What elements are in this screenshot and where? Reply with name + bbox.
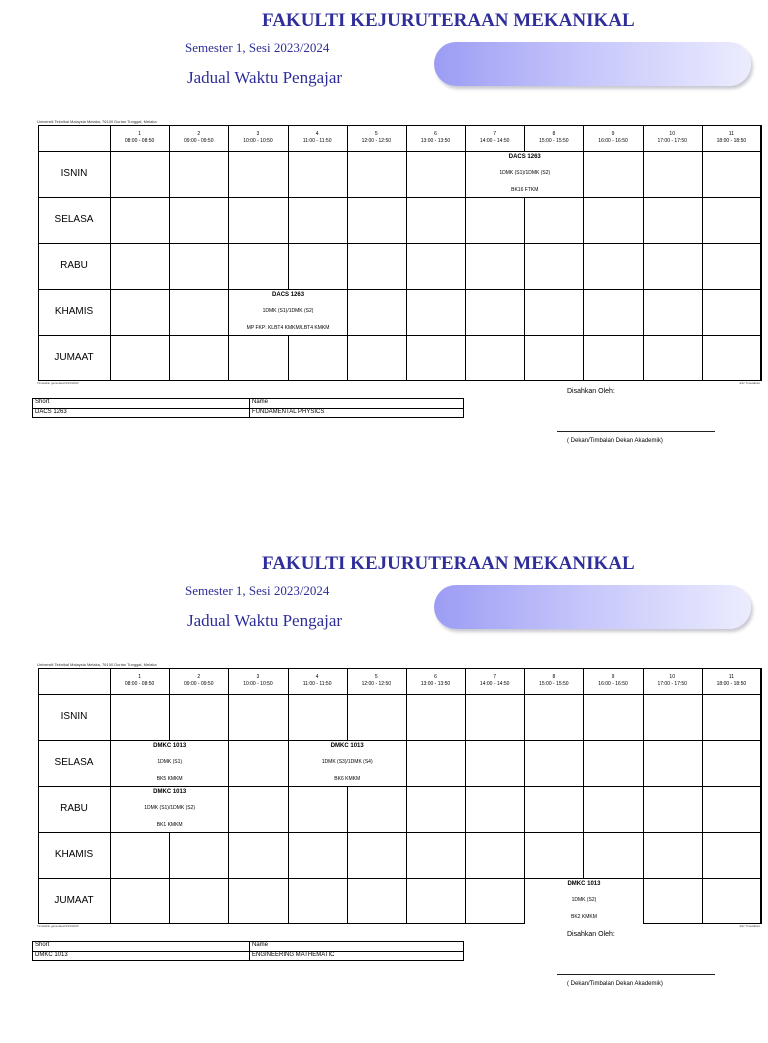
period-header xyxy=(347,125,406,151)
grid-vline xyxy=(761,125,762,381)
period-header xyxy=(110,125,169,151)
period-number: 3 xyxy=(256,131,260,137)
grid-vline xyxy=(288,125,289,381)
period-time: 15:00 - 15:50 xyxy=(539,138,569,144)
generated-note: Timetable generated:9/21/2023 xyxy=(37,381,79,385)
period-time: 18:00 - 18:50 xyxy=(716,681,747,687)
signature-line xyxy=(557,431,715,432)
period-number: 10 xyxy=(669,131,675,137)
timetable-grid xyxy=(38,668,761,924)
grid-vline xyxy=(228,125,229,381)
day-label: JUMAAT xyxy=(54,895,94,906)
class-entry[interactable] xyxy=(229,290,346,335)
course-code: DMKC 1013 xyxy=(153,743,187,749)
grid-vline xyxy=(702,125,703,381)
period-number: 6 xyxy=(434,131,437,137)
period-time: 12:00 - 12:50 xyxy=(361,681,392,687)
grid-vline xyxy=(761,668,762,924)
grid-vline xyxy=(583,125,584,381)
period-time: 10:00 - 10:50 xyxy=(243,681,273,687)
grid-vline xyxy=(110,125,111,381)
class-room: MP FKP: KLBT4 KMKM/LBT4 KMKM xyxy=(246,325,330,331)
period-header xyxy=(583,125,642,151)
approval-label: Disahkan Oleh: xyxy=(567,931,615,938)
course-code: DMKC 1013 xyxy=(567,881,601,887)
signatory-label: ( Dekan/Timbalan Dekan Akademik) xyxy=(567,981,663,987)
course-code: DMKC 1013 xyxy=(330,743,364,749)
period-header xyxy=(288,125,347,151)
decorative-banner xyxy=(434,585,751,629)
period-header xyxy=(465,668,524,694)
period-time: 08:00 - 08:50 xyxy=(124,681,155,687)
period-header xyxy=(169,668,228,694)
period-number: 5 xyxy=(374,674,378,680)
class-room: BK2 KMKM xyxy=(571,914,597,920)
class-room: BK6 KMKM xyxy=(334,776,361,782)
class-entry[interactable] xyxy=(111,741,228,786)
day-label: RABU xyxy=(60,803,88,814)
period-number: 6 xyxy=(434,674,437,680)
period-number: 7 xyxy=(493,674,497,680)
period-number: 5 xyxy=(374,131,378,137)
period-number: 3 xyxy=(256,674,260,680)
timetable-page-1 xyxy=(0,0,768,500)
period-time: 11:00 - 11:50 xyxy=(302,681,332,687)
faculty-title: FAKULTI KEJURUTERAAN MEKANIKAL xyxy=(262,10,635,31)
faculty-title: FAKULTI KEJURUTERAAN MEKANIKAL xyxy=(262,553,635,574)
period-number: 1 xyxy=(138,131,141,137)
class-room: BK16 FTKM xyxy=(511,187,539,193)
class-group: 1DMK (S1)/1DMK (S2) xyxy=(262,308,314,314)
period-number: 7 xyxy=(493,131,497,137)
day-label: SELASA xyxy=(54,757,94,768)
legend-row xyxy=(33,409,463,418)
period-time: 17:00 - 17:50 xyxy=(657,138,687,144)
day-label: JUMAAT xyxy=(54,352,94,363)
grid-hline xyxy=(38,878,761,879)
legend-short: DMKC 1013 xyxy=(35,952,68,958)
period-time: 18:00 - 18:50 xyxy=(716,138,747,144)
class-group: 1DMK (S2) xyxy=(571,897,597,903)
period-header xyxy=(406,125,465,151)
grid-hline xyxy=(38,832,761,833)
period-header xyxy=(228,125,287,151)
software-note: aSc Timetables xyxy=(739,381,760,385)
timetable-grid xyxy=(38,125,761,381)
class-group: 1DMK (S1)/1DMK (S2) xyxy=(144,805,196,811)
grid-vline xyxy=(643,668,644,924)
period-number: 8 xyxy=(552,131,556,137)
period-header xyxy=(465,125,524,151)
semester-label: Semester 1, Sesi 2023/2024 xyxy=(185,583,330,598)
grid-hline xyxy=(38,335,761,336)
period-header xyxy=(228,668,287,694)
day-label: RABU xyxy=(60,260,88,271)
period-number: 4 xyxy=(315,674,319,680)
course-code: DACS 1263 xyxy=(508,154,541,160)
period-number: 1 xyxy=(138,674,141,680)
grid-vline xyxy=(347,125,348,381)
period-time: 17:00 - 17:50 xyxy=(657,681,687,687)
period-time: 16:00 - 16:50 xyxy=(598,138,628,144)
legend-name-header: Name xyxy=(252,942,269,948)
approval-label: Disahkan Oleh: xyxy=(567,388,615,395)
course-code: DMKC 1013 xyxy=(153,789,187,795)
legend-header-row xyxy=(33,399,463,408)
period-number: 9 xyxy=(611,131,615,137)
class-entry[interactable] xyxy=(466,152,583,197)
period-header xyxy=(347,668,406,694)
legend-short: DACS 1263 xyxy=(35,409,67,415)
class-room: BK1 KMKM xyxy=(156,822,183,828)
period-time: 13:00 - 13:50 xyxy=(420,138,451,144)
university-address: Universiti Teknikal Malaysia Melaka, 76100 Durian Tunggal, Melaka xyxy=(37,662,157,667)
grid-vline xyxy=(169,125,170,381)
grid-vline xyxy=(406,668,407,924)
period-header xyxy=(643,668,702,694)
period-time: 09:00 - 09:50 xyxy=(184,681,214,687)
decorative-banner xyxy=(434,42,751,86)
semester-label: Semester 1, Sesi 2023/2024 xyxy=(185,40,330,55)
legend-short-header: Short xyxy=(35,942,50,948)
grid-hline xyxy=(38,289,761,290)
day-label: KHAMIS xyxy=(54,306,94,317)
period-header xyxy=(524,668,583,694)
legend-name: FUNDAMENTAL PHYSICS xyxy=(252,409,325,415)
timetable-heading: Jadual Waktu Pengajar xyxy=(187,611,343,630)
software-note: aSc Timetables xyxy=(739,924,760,928)
grid-vline xyxy=(228,668,229,924)
period-time: 13:00 - 13:50 xyxy=(420,681,451,687)
grid-vline xyxy=(702,668,703,924)
period-time: 12:00 - 12:50 xyxy=(361,138,392,144)
legend-row xyxy=(33,952,463,961)
period-header xyxy=(583,668,642,694)
period-header xyxy=(702,125,761,151)
period-number: 11 xyxy=(728,131,734,137)
legend-header-row xyxy=(33,942,463,951)
signatory-label: ( Dekan/Timbalan Dekan Akademik) xyxy=(567,438,663,444)
day-label: KHAMIS xyxy=(54,849,94,860)
day-label: SELASA xyxy=(54,214,94,225)
period-header xyxy=(169,125,228,151)
period-number: 10 xyxy=(669,674,675,680)
period-header xyxy=(288,668,347,694)
grid-hline xyxy=(38,151,761,152)
class-group: 1DMK (S1) xyxy=(157,759,183,765)
signature-line xyxy=(557,974,715,975)
period-header xyxy=(110,668,169,694)
period-time: 14:00 - 14:50 xyxy=(479,138,510,144)
period-time: 10:00 - 10:50 xyxy=(243,138,273,144)
period-time: 09:00 - 09:50 xyxy=(184,138,214,144)
grid-vline xyxy=(347,668,348,924)
period-header xyxy=(524,125,583,151)
day-label: ISNIN xyxy=(60,711,88,722)
course-code: DACS 1263 xyxy=(272,292,305,298)
grid-border xyxy=(38,125,761,381)
generated-note: Timetable generated:9/21/2023 xyxy=(37,924,79,928)
period-header xyxy=(406,668,465,694)
legend-name-header: Name xyxy=(252,399,269,405)
period-time: 08:00 - 08:50 xyxy=(124,138,155,144)
timetable-heading: Jadual Waktu Pengajar xyxy=(187,68,343,87)
day-label: ISNIN xyxy=(60,168,88,179)
class-entry[interactable] xyxy=(289,741,406,786)
period-number: 8 xyxy=(552,674,556,680)
period-time: 16:00 - 16:50 xyxy=(598,681,628,687)
grid-hline xyxy=(38,694,761,695)
grid-vline xyxy=(288,668,289,924)
period-time: 11:00 - 11:50 xyxy=(302,138,332,144)
grid-vline xyxy=(465,668,466,924)
class-entry[interactable] xyxy=(111,787,228,832)
period-number: 4 xyxy=(315,131,319,137)
class-entry[interactable] xyxy=(525,879,642,924)
course-legend xyxy=(32,941,464,961)
class-group: 1DMK (S1)/1DMK (S2) xyxy=(499,170,551,176)
grid-vline xyxy=(643,125,644,381)
period-number: 2 xyxy=(197,131,201,137)
period-header xyxy=(702,668,761,694)
period-number: 9 xyxy=(611,674,615,680)
period-number: 2 xyxy=(197,674,201,680)
grid-vline xyxy=(406,125,407,381)
period-header xyxy=(643,125,702,151)
class-group: 1DMK (S3)/1DMK (S4) xyxy=(321,759,373,765)
grid-hline xyxy=(38,243,761,244)
period-time: 14:00 - 14:50 xyxy=(479,681,510,687)
timetable-page-2 xyxy=(0,543,768,1043)
period-number: 11 xyxy=(728,674,734,680)
course-legend xyxy=(32,398,464,418)
class-room: BK5 KMKM xyxy=(156,776,183,782)
grid-hline xyxy=(38,197,761,198)
legend-name: ENGINEERING MATHEMATIC xyxy=(252,952,335,958)
university-address: Universiti Teknikal Malaysia Melaka, 76100 Durian Tunggal, Melaka xyxy=(37,119,157,124)
legend-short-header: Short xyxy=(35,399,50,405)
period-time: 15:00 - 15:50 xyxy=(539,681,569,687)
